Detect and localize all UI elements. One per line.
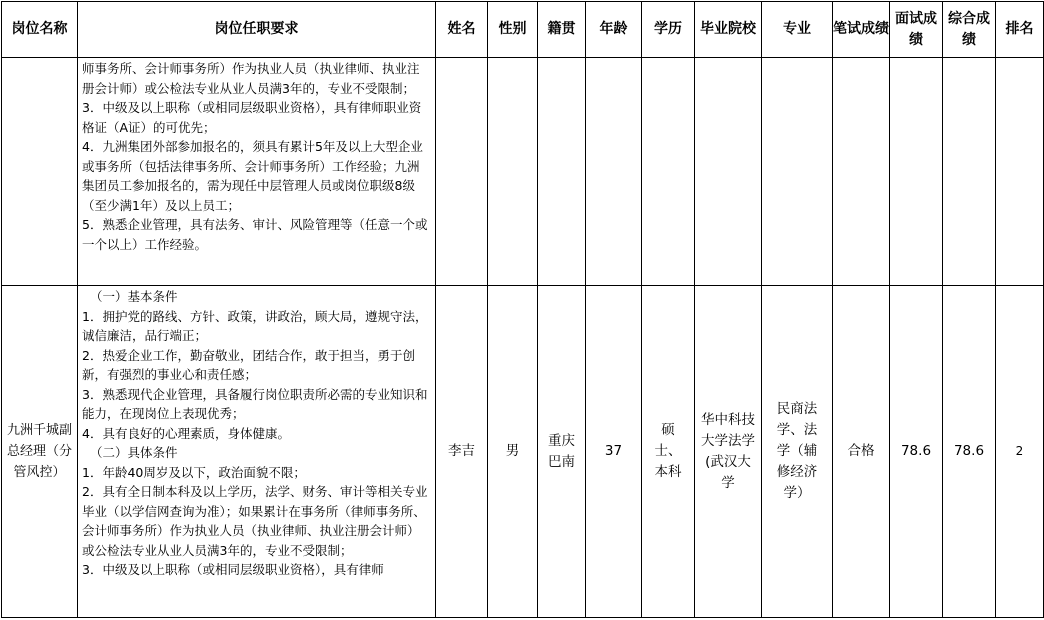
table-row <box>2 286 1044 618</box>
requirement-line: 5．熟悉企业管理，具有法务、审计、风险管理等（任意一个或一个以上）工作经验。 <box>82 217 428 252</box>
name-cell: 李吉 <box>436 286 488 618</box>
requirements-cell <box>78 58 436 286</box>
requirement-line: （一）基本条件 <box>90 289 178 304</box>
school-cell: 华中科技大学法学(武汉大学 <box>695 286 762 618</box>
major-cell <box>762 58 833 286</box>
header-rank: 排名 <box>996 2 1044 58</box>
gender-cell: 男 <box>488 286 538 618</box>
interview-score-cell <box>890 58 943 286</box>
school-cell <box>695 58 762 286</box>
major-cell: 民商法学、法学（辅修经济学） <box>762 286 833 618</box>
requirement-line: 师事务所、会计师事务所）作为执业人员（执业律师、执业注册会计师）或公检法专业从业人员满3年的，专业不受限制； <box>82 61 420 96</box>
position-cell <box>2 58 78 286</box>
education-cell <box>642 58 695 286</box>
requirement-line: 2．具有全日制本科及以上学历，法学、财务、审计等相关专业毕业（以学信网查询为准）；如果累计在事务所（律师事务所、会计师事务所）作为执业人员（执业律师、执业注册会计师）或公检法专业从业人员满3年的，专业不受限制； <box>82 484 428 558</box>
header-major: 专业 <box>762 2 833 58</box>
header-row <box>2 2 1044 58</box>
education-cell: 硕士、本科 <box>642 286 695 618</box>
header-name: 姓名 <box>436 2 488 58</box>
table-row <box>2 58 1044 286</box>
header-written-score: 笔试成绩 <box>833 2 890 58</box>
header-total-score: 综合成绩 <box>943 2 996 58</box>
requirement-line: 2．热爱企业工作，勤奋敬业，团结合作，敢于担当，勇于创新，有强烈的事业心和责任感； <box>82 347 415 382</box>
written-score-cell: 合格 <box>833 286 890 618</box>
gender-cell <box>488 58 538 286</box>
rank-cell: 2 <box>996 286 1044 618</box>
header-interview-score: 面试成绩 <box>890 2 943 58</box>
native-place-cell <box>538 58 586 286</box>
header-native-place: 籍贯 <box>538 2 586 58</box>
interview-score-cell: 78.6 <box>890 286 943 618</box>
header-age: 年龄 <box>586 2 642 58</box>
requirements-cell <box>78 286 436 618</box>
candidate-table <box>1 1 1044 618</box>
written-score-cell <box>833 58 890 286</box>
requirement-line: 1．年龄40周岁及以下，政治面貌不限； <box>82 464 306 480</box>
total-score-cell: 78.6 <box>943 286 996 618</box>
header-education: 学历 <box>642 2 695 58</box>
name-cell <box>436 58 488 286</box>
header-school: 毕业院校 <box>695 2 762 58</box>
native-place-cell: 重庆巴南 <box>538 286 586 618</box>
requirement-line: （二）具体条件 <box>90 445 178 460</box>
requirement-line: 3．熟悉现代企业管理，具备履行岗位职责所必需的专业知识和能力，在现岗位上表现优秀； <box>82 386 428 421</box>
total-score-cell <box>943 58 996 286</box>
position-cell: 九洲千城副总经理（分管风控） <box>2 286 78 618</box>
header-position: 岗位名称 <box>2 2 78 58</box>
requirement-line: 4．九洲集团外部参加报名的，须具有累计5年及以上大型企业或事务所（包括法律事务所、会计师事务所）工作经验；九洲集团员工参加报名的，需为现任中层管理人员或岗位职级8级（至少满1年）及以上员工； <box>82 139 423 213</box>
age-cell: 37 <box>586 286 642 618</box>
rank-cell <box>996 58 1044 286</box>
requirement-line: 1．拥护党的路线、方针、政策，讲政治，顾大局，遵规守法，诚信廉洁，品行端正； <box>82 308 428 343</box>
requirement-line: 4．具有良好的心理素质，身体健康。 <box>82 425 290 441</box>
header-gender: 性别 <box>488 2 538 58</box>
age-cell <box>586 58 642 286</box>
header-requirements: 岗位任职要求 <box>78 2 436 58</box>
requirement-line: 3．中级及以上职称（或相同层级职业资格），具有律师职业资格证（A证）的可优先； <box>82 100 422 135</box>
requirement-line: 3．中级及以上职称（或相同层级职业资格），具有律师 <box>82 562 384 577</box>
